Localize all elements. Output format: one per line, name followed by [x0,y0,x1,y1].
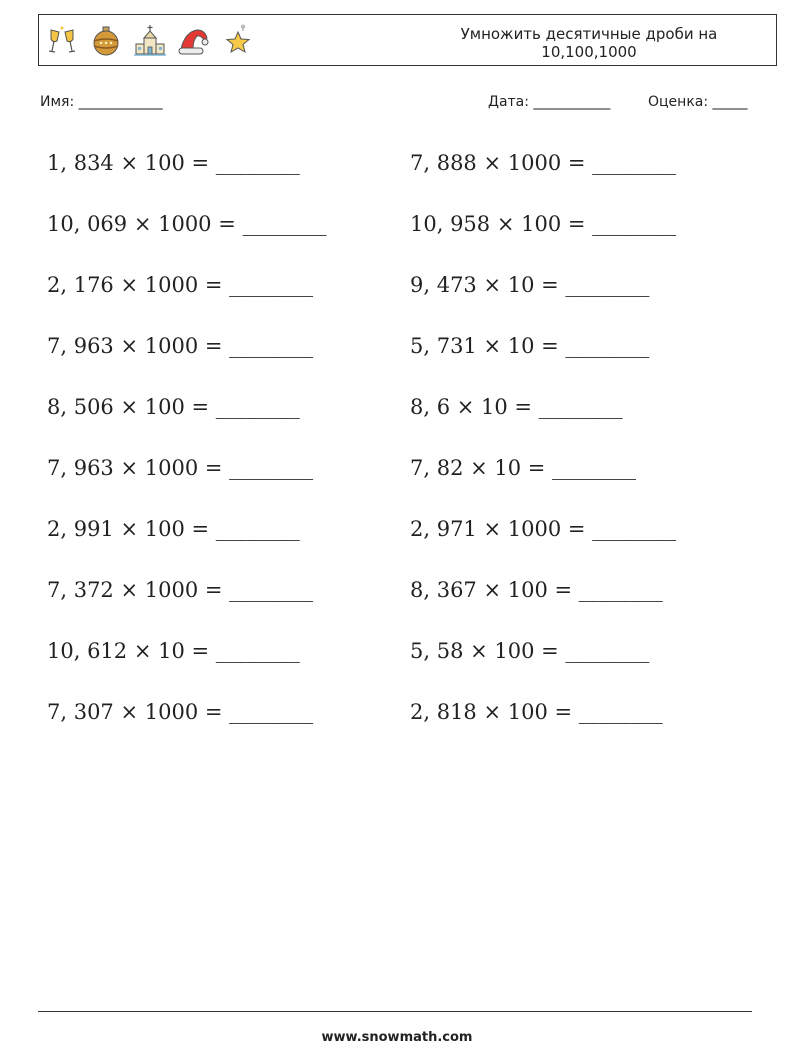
problem-item: 2, 818 × 100 = ________ [410,700,663,724]
problem-item: 7, 888 × 1000 = ________ [410,151,677,175]
problem-item: 2, 176 × 1000 = ________ [47,273,314,297]
problem-item: 7, 372 × 1000 = ________ [47,578,314,602]
problem-item: 7, 963 × 1000 = ________ [47,334,314,358]
problem-item: 7, 963 × 1000 = ________ [47,456,314,480]
problem-item: 8, 6 × 10 = ________ [410,395,623,419]
problem-item: 2, 971 × 1000 = ________ [410,517,677,541]
title-line-1: Умножить десятичные дроби на [460,25,718,43]
problem-item: 5, 58 × 100 = ________ [410,639,650,663]
problem-item: 2, 991 × 100 = ________ [47,517,300,541]
santa-hat-icon [177,24,211,58]
ornament-ball-icon [89,24,123,58]
problem-item: 10, 958 × 100 = ________ [410,212,677,236]
problem-item: 10, 612 × 10 = ________ [47,639,300,663]
problem-item: 7, 307 × 1000 = ________ [47,700,314,724]
worksheet-header [38,14,777,66]
problem-item: 10, 069 × 1000 = ________ [47,212,327,236]
problem-item: 8, 506 × 100 = ________ [47,395,300,419]
church-icon [133,24,167,58]
name-field-label: Имя: ____________ [40,94,163,110]
footer-divider [38,1011,752,1012]
problem-item: 8, 367 × 100 = ________ [410,578,663,602]
problem-item: 9, 473 × 10 = ________ [410,273,650,297]
date-field-label: Дата: ___________ [488,94,611,110]
champagne-glasses-icon [45,24,79,58]
title-line-2: 10,100,1000 [541,43,637,61]
problem-item: 5, 731 × 10 = ________ [410,334,650,358]
star-icon [221,24,255,58]
footer-site: www.snowmath.com [321,1030,473,1045]
worksheet-title [419,25,759,61]
problem-item: 1, 834 × 100 = ________ [47,151,300,175]
header-icons [45,23,255,59]
problem-item: 7, 82 × 10 = ________ [410,456,637,480]
grade-field-label: Оценка: _____ [648,94,748,110]
